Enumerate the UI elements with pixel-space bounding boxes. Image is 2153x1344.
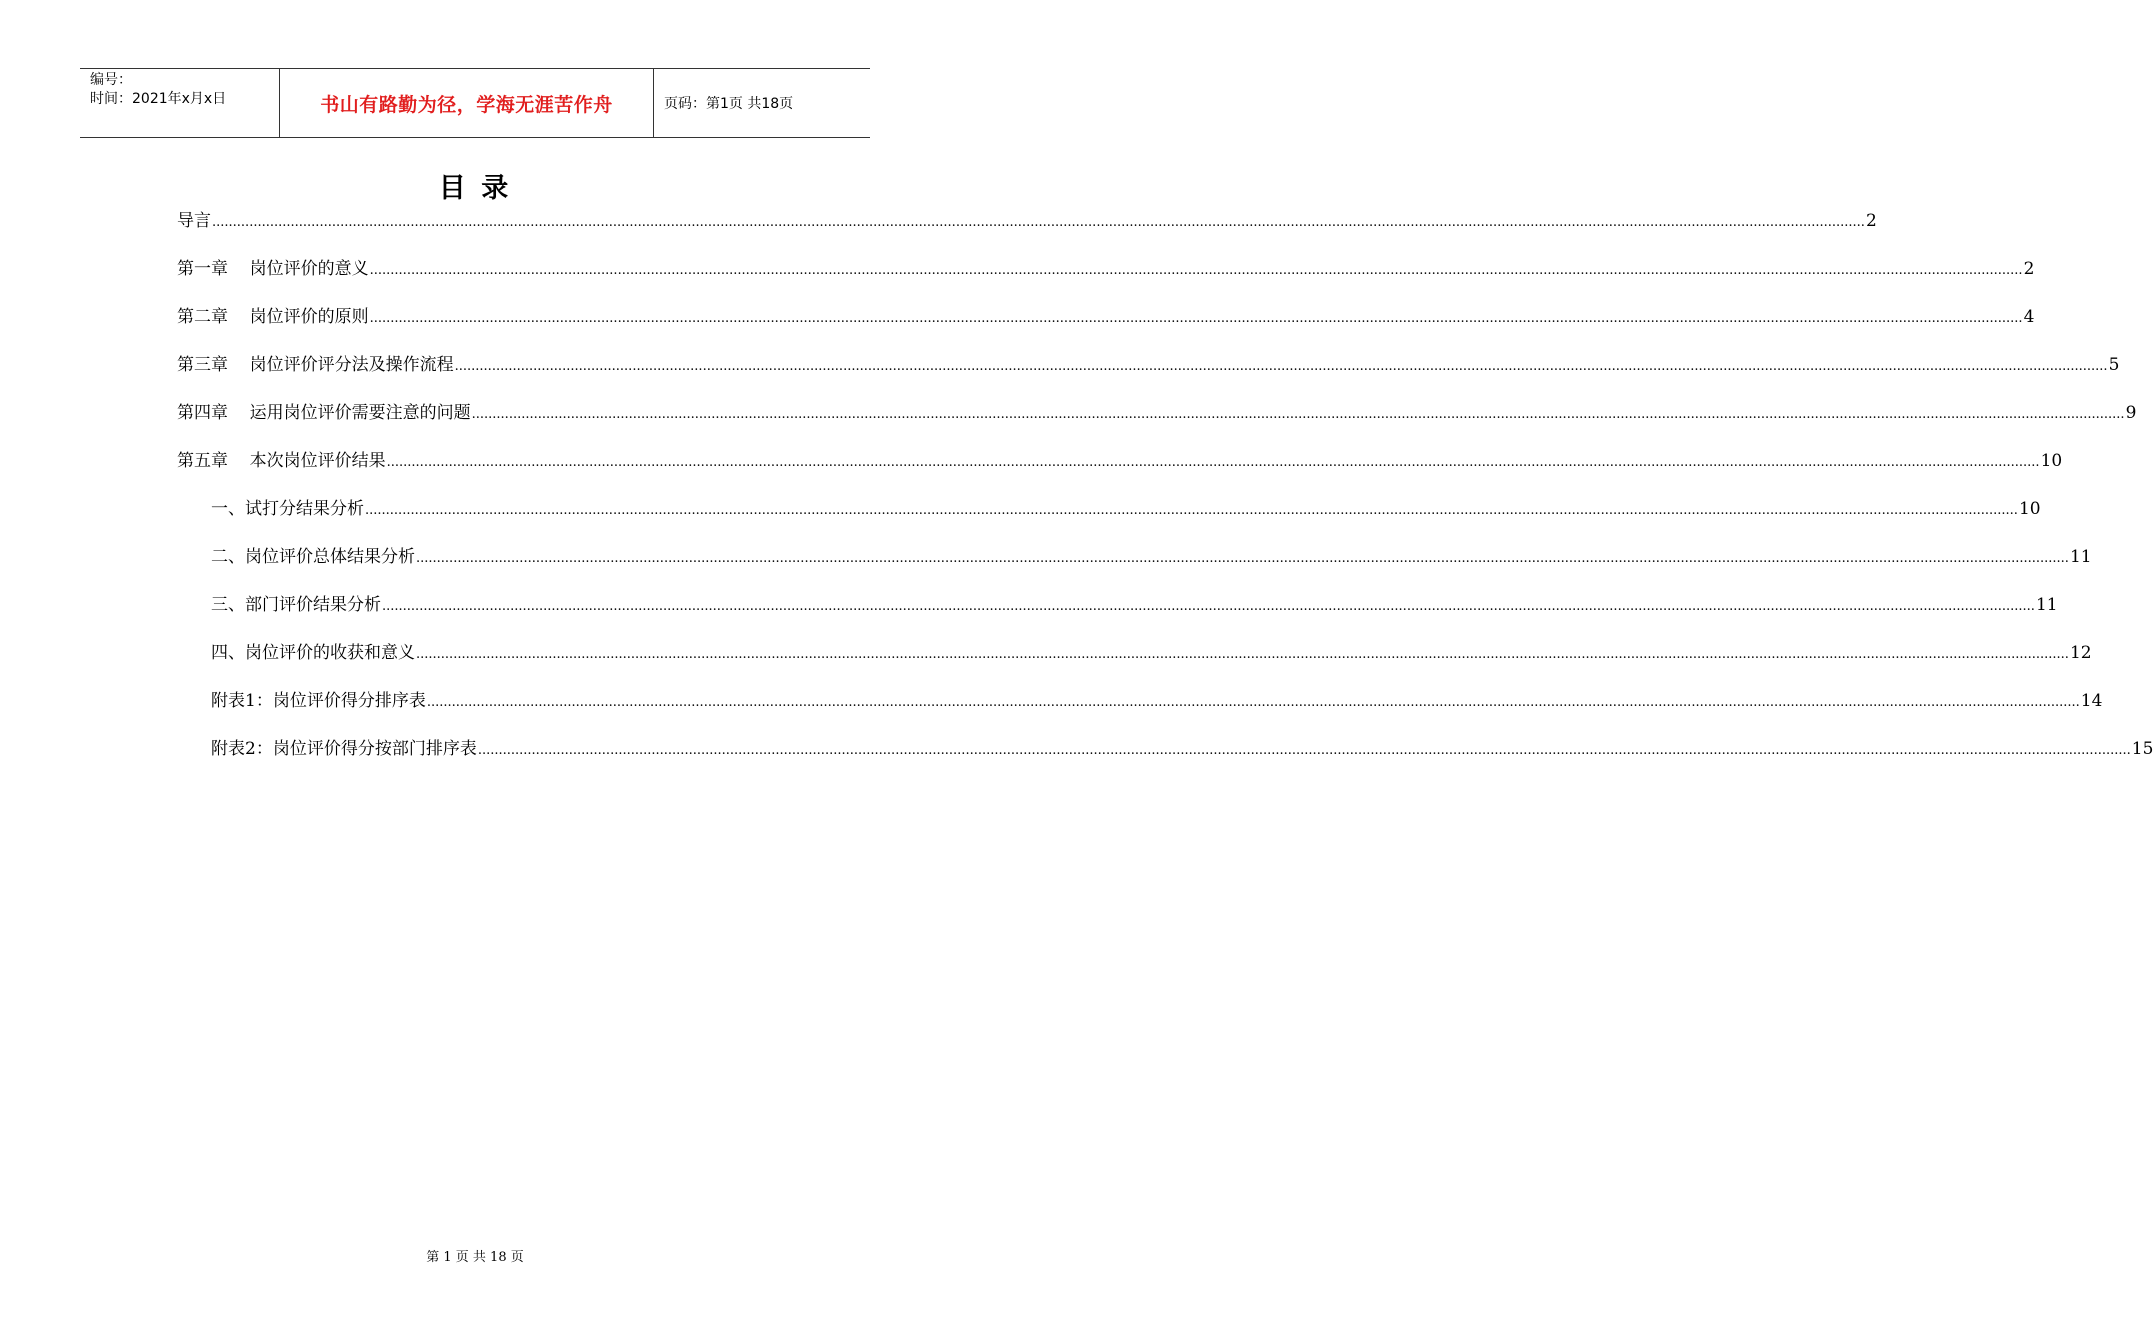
toc-entry-text: 第五章 本次岗位评价结果: [177, 451, 386, 471]
toc-entry-page: 5: [2108, 355, 2120, 375]
toc-entry-text: 第一章 岗位评价的意义: [177, 259, 369, 279]
toc-entry-page: 14: [2080, 691, 2103, 711]
toc-entry-text: 三、部门评价结果分析: [211, 595, 381, 615]
toc-entry[interactable]: [177, 589, 2058, 637]
toc-entry-text: 第二章 岗位评价的原则: [177, 307, 369, 327]
toc-entry[interactable]: [177, 685, 2103, 733]
toc-title: 目 录: [438, 173, 512, 204]
toc-entry[interactable]: [177, 493, 2041, 541]
header-motto: 书山有路勤为径，学海无涯苦作舟: [280, 69, 654, 137]
toc-leader-dots: ................................................................................................................................................................................................................................................................................................................................................................................................................: [382, 599, 2035, 614]
header-meta: [80, 69, 280, 137]
toc-leader-dots: ................................................................................................................................................................................................................................................................................................................................................................................................................: [369, 311, 2023, 326]
toc-entry-page: 11: [2035, 595, 2058, 615]
page-footer: 第 1 页 共 18 页: [426, 1250, 524, 1265]
toc-entry[interactable]: [177, 253, 2035, 301]
toc-entry-page: 11: [2069, 547, 2092, 567]
toc-leader-dots: ................................................................................................................................................................................................................................................................................................................................................................................................................: [477, 743, 2131, 758]
header-page-info: 页码：第1页 共18页: [664, 96, 794, 112]
serial-label: 编号：: [90, 72, 132, 88]
toc-entry[interactable]: [177, 349, 2120, 397]
toc-entry-page: 15: [2131, 739, 2153, 759]
toc-entry[interactable]: [177, 397, 2137, 445]
date-label: 时间：2021年x月x日: [90, 91, 227, 107]
table-of-contents: [177, 205, 2153, 781]
toc-leader-dots: ................................................................................................................................................................................................................................................................................................................................................................................................................: [426, 695, 2080, 710]
toc-entry-text: 附表1：岗位评价得分排序表: [211, 691, 426, 711]
toc-entry[interactable]: [177, 541, 2092, 589]
toc-leader-dots: ................................................................................................................................................................................................................................................................................................................................................................................................................: [212, 215, 1865, 230]
toc-entry-text: 第三章 岗位评价评分法及操作流程: [177, 355, 454, 375]
toc-entry-page: 2: [2023, 259, 2035, 279]
toc-entry-text: 附表2：岗位评价得分按部门排序表: [211, 739, 477, 759]
toc-entry[interactable]: [177, 445, 2063, 493]
toc-leader-dots: ................................................................................................................................................................................................................................................................................................................................................................................................................: [365, 503, 2018, 518]
toc-entry-text: 导言: [177, 211, 211, 231]
toc-entry[interactable]: [177, 205, 1877, 253]
toc-entry[interactable]: [177, 733, 2153, 781]
toc-leader-dots: ................................................................................................................................................................................................................................................................................................................................................................................................................: [454, 359, 2108, 374]
document-header: [80, 68, 870, 138]
toc-entry-page: 12: [2069, 643, 2092, 663]
toc-leader-dots: ................................................................................................................................................................................................................................................................................................................................................................................................................: [369, 263, 2023, 278]
toc-entry-page: 9: [2125, 403, 2137, 423]
toc-leader-dots: ................................................................................................................................................................................................................................................................................................................................................................................................................: [416, 551, 2069, 566]
toc-entry-text: 一、试打分结果分析: [211, 499, 364, 519]
toc-entry-text: 四、岗位评价的收获和意义: [211, 643, 415, 663]
toc-entry-page: 2: [1865, 211, 1877, 231]
toc-entry-text: 二、岗位评价总体结果分析: [211, 547, 415, 567]
toc-entry[interactable]: [177, 637, 2092, 685]
toc-leader-dots: ................................................................................................................................................................................................................................................................................................................................................................................................................: [471, 407, 2125, 422]
toc-leader-dots: ................................................................................................................................................................................................................................................................................................................................................................................................................: [386, 455, 2040, 470]
toc-entry-page: 4: [2023, 307, 2035, 327]
toc-entry[interactable]: [177, 301, 2035, 349]
toc-entry-text: 第四章 运用岗位评价需要注意的问题: [177, 403, 471, 423]
toc-entry-page: 10: [2040, 451, 2063, 471]
toc-entry-page: 10: [2018, 499, 2041, 519]
toc-leader-dots: ................................................................................................................................................................................................................................................................................................................................................................................................................: [416, 647, 2069, 662]
